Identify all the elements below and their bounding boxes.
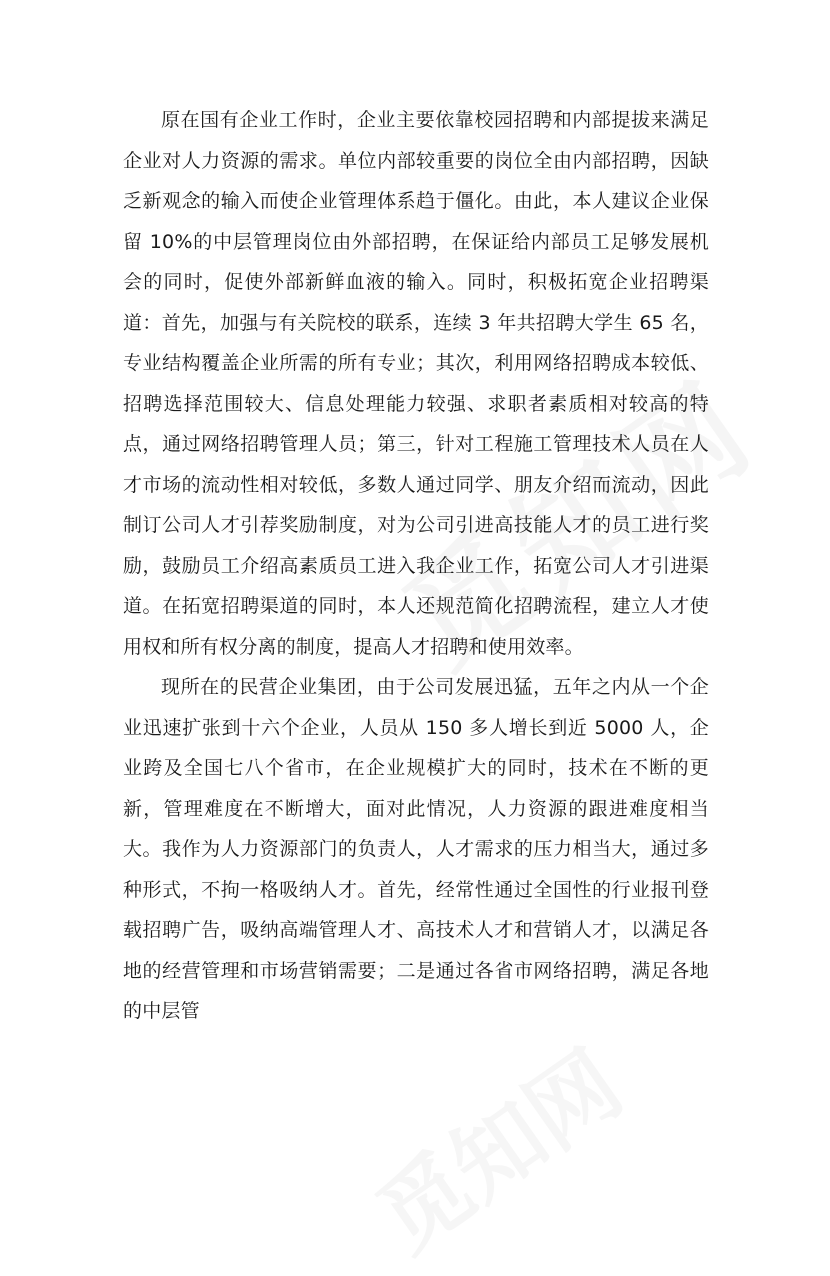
document-body [123,100,709,1032]
paragraph-1: 原在国有企业工作时，企业主要依靠校园招聘和内部提拔来满足企业对人力资源的需求。单位内部较重要的岗位全由内部招聘，因缺乏新观念的输入而使企业管理体系趋于僵化。由此，本人建议企业保留 10%的中层管理岗位由外部招聘，在保证给内部员工足够发展机会的同时，促使外部新鲜血液的输入。同时，积极拓宽企业招聘渠道：首先，加强与有关院校的联系，连续 3 年共招聘大学生 65 名，专业结构覆盖企业所需的所有专业；其次，利用网络招聘成本较低、招聘选择范围较大、信息处理能力较强、求职者素质相对较高的特点，通过网络招聘管理人员；第三，针对工程施工管理技术人员在人才市场的流动性相对较低，多数人通过同学、朋友介绍而流动，因此制订公司人才引荐奖励制度，对为公司引进高技能人才的员工进行奖励，鼓励员工介绍高素质员工进入我企业工作，拓宽公司人才引进渠道。在拓宽招聘渠道的同时，本人还规范简化招聘流程，建立人才使用权和所有权分离的制度，提高人才招聘和使用效率。 [123,109,709,658]
watermark-bottom [347,1014,643,1275]
watermark-text-bottom [359,1032,640,1273]
paragraph-2: 现所在的民营企业集团，由于公司发展迅猛，五年之内从一个企业迅速扩张到十六个企业，人员从 150 多人增长到近 5000 人，企业跨及全国七八个省市，在企业规模扩大的同时，技术在不断的更新，管理难度在不断增大，面对此情况，人力资源的跟进难度相当大。我作为人力资源部门的负责人，人才需求的压力相当大，通过多种形式，不拘一格吸纳人才。首先，经常性通过全国性的行业报刊登载招聘广告，吸纳高端管理人才、高技术人才和营销人才，以满足各地的经营管理和市场营销需要；二是通过各省市网络招聘，满足各地的中层管 [123,676,709,1022]
